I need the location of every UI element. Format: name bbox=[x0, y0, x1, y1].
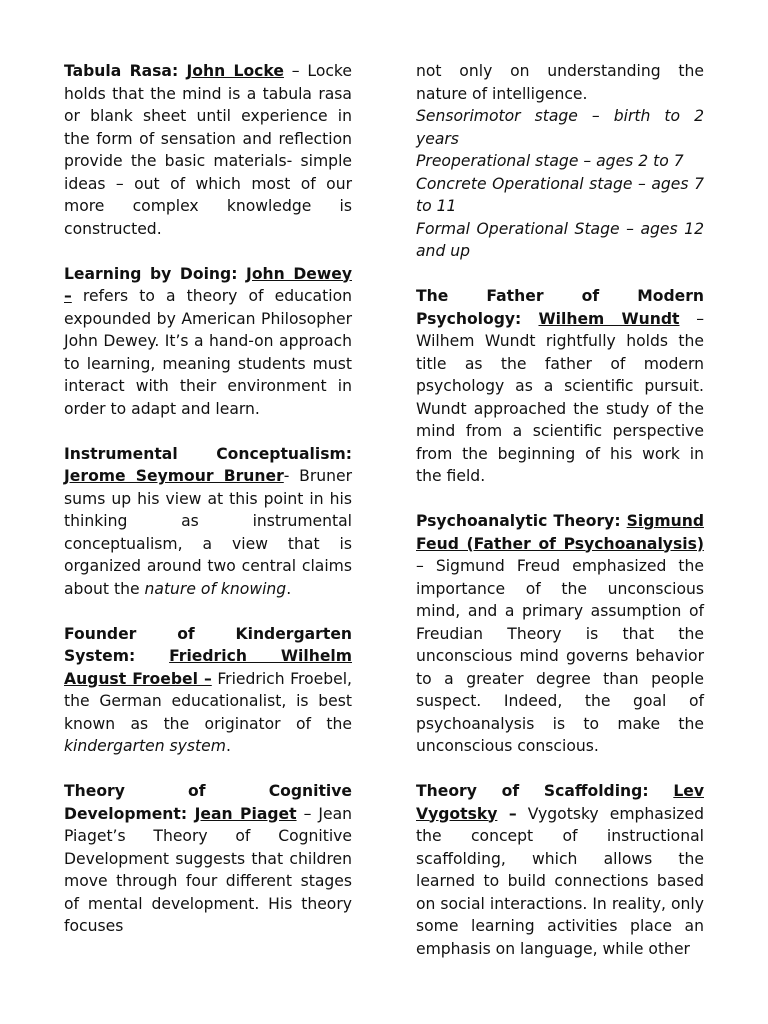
piaget-continuation bbox=[416, 60, 704, 263]
entry-term: Theory of Cognitive Development: bbox=[64, 782, 352, 823]
entry-separator: : bbox=[171, 62, 187, 80]
entry-text: – Locke holds that the mind is a tabula rasa or blank sheet until experience in the form of sensation and reflection provide the basic materials- simple ideas – out of which most of our more complex knowledge is constructed. bbox=[64, 62, 352, 238]
entry-end: . bbox=[286, 579, 292, 598]
cognitive-continued-text: not only on understanding the nature of intelligence. bbox=[416, 62, 704, 103]
entry-term: Psychoanalytic Theory: bbox=[416, 512, 627, 530]
entry-dash: – bbox=[497, 804, 517, 823]
left-column bbox=[64, 60, 352, 960]
entry-person: Sigmund Feud (Father of Psychoanalysis) bbox=[416, 512, 704, 553]
entry-person: Friedrich Wilhelm August Froebel – bbox=[64, 647, 352, 688]
entry-emphasis: kindergarten system bbox=[64, 737, 226, 755]
entry-text: Vygotsky emphasized the concept of instructional scaffolding, which allows the learned to build connections based on social interactions. In reality, only some learning activities place an emphasis on language, while other bbox=[416, 804, 704, 958]
entry-text: Friedrich Froebel, the German educationalist, is best known as the originator of the bbox=[64, 669, 352, 733]
entry-person: Jerome Seymour Bruner bbox=[64, 467, 284, 485]
stage-concrete-operational: Concrete Operational stage – ages 7 to 11 bbox=[416, 174, 704, 215]
entry-instrumental-conceptualism bbox=[64, 443, 352, 601]
entry-modern-psychology bbox=[416, 285, 704, 488]
entry-cognitive-development bbox=[64, 780, 352, 938]
entry-text: – Jean Piaget’s Theory of Cognitive Development suggests that children move through four different stages of mental development. His theory focuses bbox=[64, 804, 353, 935]
stage-preoperational: Preoperational stage – ages 2 to 7 bbox=[416, 152, 684, 170]
right-column bbox=[416, 60, 704, 983]
entry-text: – Wilhem Wundt rightfully holds the title as the father of modern psychology as a scientific pursuit. Wundt approached the study of the mind from a scientific perspective from the beginning of his work in the field. bbox=[416, 309, 704, 485]
entry-person: Lev Vygotsky bbox=[416, 782, 704, 823]
entry-learning-by-doing bbox=[64, 263, 352, 421]
entry-term: Tabula Rasa bbox=[64, 62, 172, 80]
entry-person: John Dewey – bbox=[64, 264, 352, 305]
stage-formal-operational: Formal Operational Stage – ages 12 and up bbox=[416, 219, 704, 260]
entry-kindergarten bbox=[64, 623, 352, 758]
stage-sensorimotor: Sensorimotor stage – birth to 2 years bbox=[416, 107, 704, 148]
entry-end: . bbox=[225, 737, 231, 755]
entry-scaffolding bbox=[416, 780, 704, 960]
entry-text: refers to a theory of education expounded by American Philosopher John Dewey. It’s a hand-on approach to learning, meaning students must interact with their environment in order to adapt and learn. bbox=[64, 287, 352, 418]
entry-psychoanalytic-theory bbox=[416, 510, 704, 758]
entry-emphasis: nature of knowing bbox=[144, 579, 287, 598]
entry-tabula-rasa bbox=[64, 60, 352, 240]
entry-term: Founder of Kindergarten System: bbox=[64, 624, 352, 665]
entry-term: Instrumental Conceptualism: bbox=[64, 444, 352, 463]
entry-term: The Father of Modern Psychology: bbox=[416, 287, 704, 328]
entry-person: Jean Piaget bbox=[194, 804, 297, 823]
entry-text: - Bruner sums up his view at this point in his thinking as instrumental conceptualism, a view that is organized around two central claims about the bbox=[64, 467, 352, 598]
entry-term: Theory of Scaffolding: bbox=[416, 782, 674, 800]
spacer bbox=[416, 263, 704, 286]
entry-person: John Locke bbox=[186, 62, 284, 80]
entry-text: – Sigmund Freud emphasized the importance of the unconscious mind, and a primary assumption of Freudian Theory is that the unconscious mind governs behavior to a greater degree than people suspect. Indeed, the goal of psychoanalysis is to make the unconscious conscious. bbox=[416, 557, 704, 755]
entry-person: Wilhem Wundt bbox=[538, 309, 680, 328]
entry-term: Learning by Doing: bbox=[64, 264, 247, 283]
